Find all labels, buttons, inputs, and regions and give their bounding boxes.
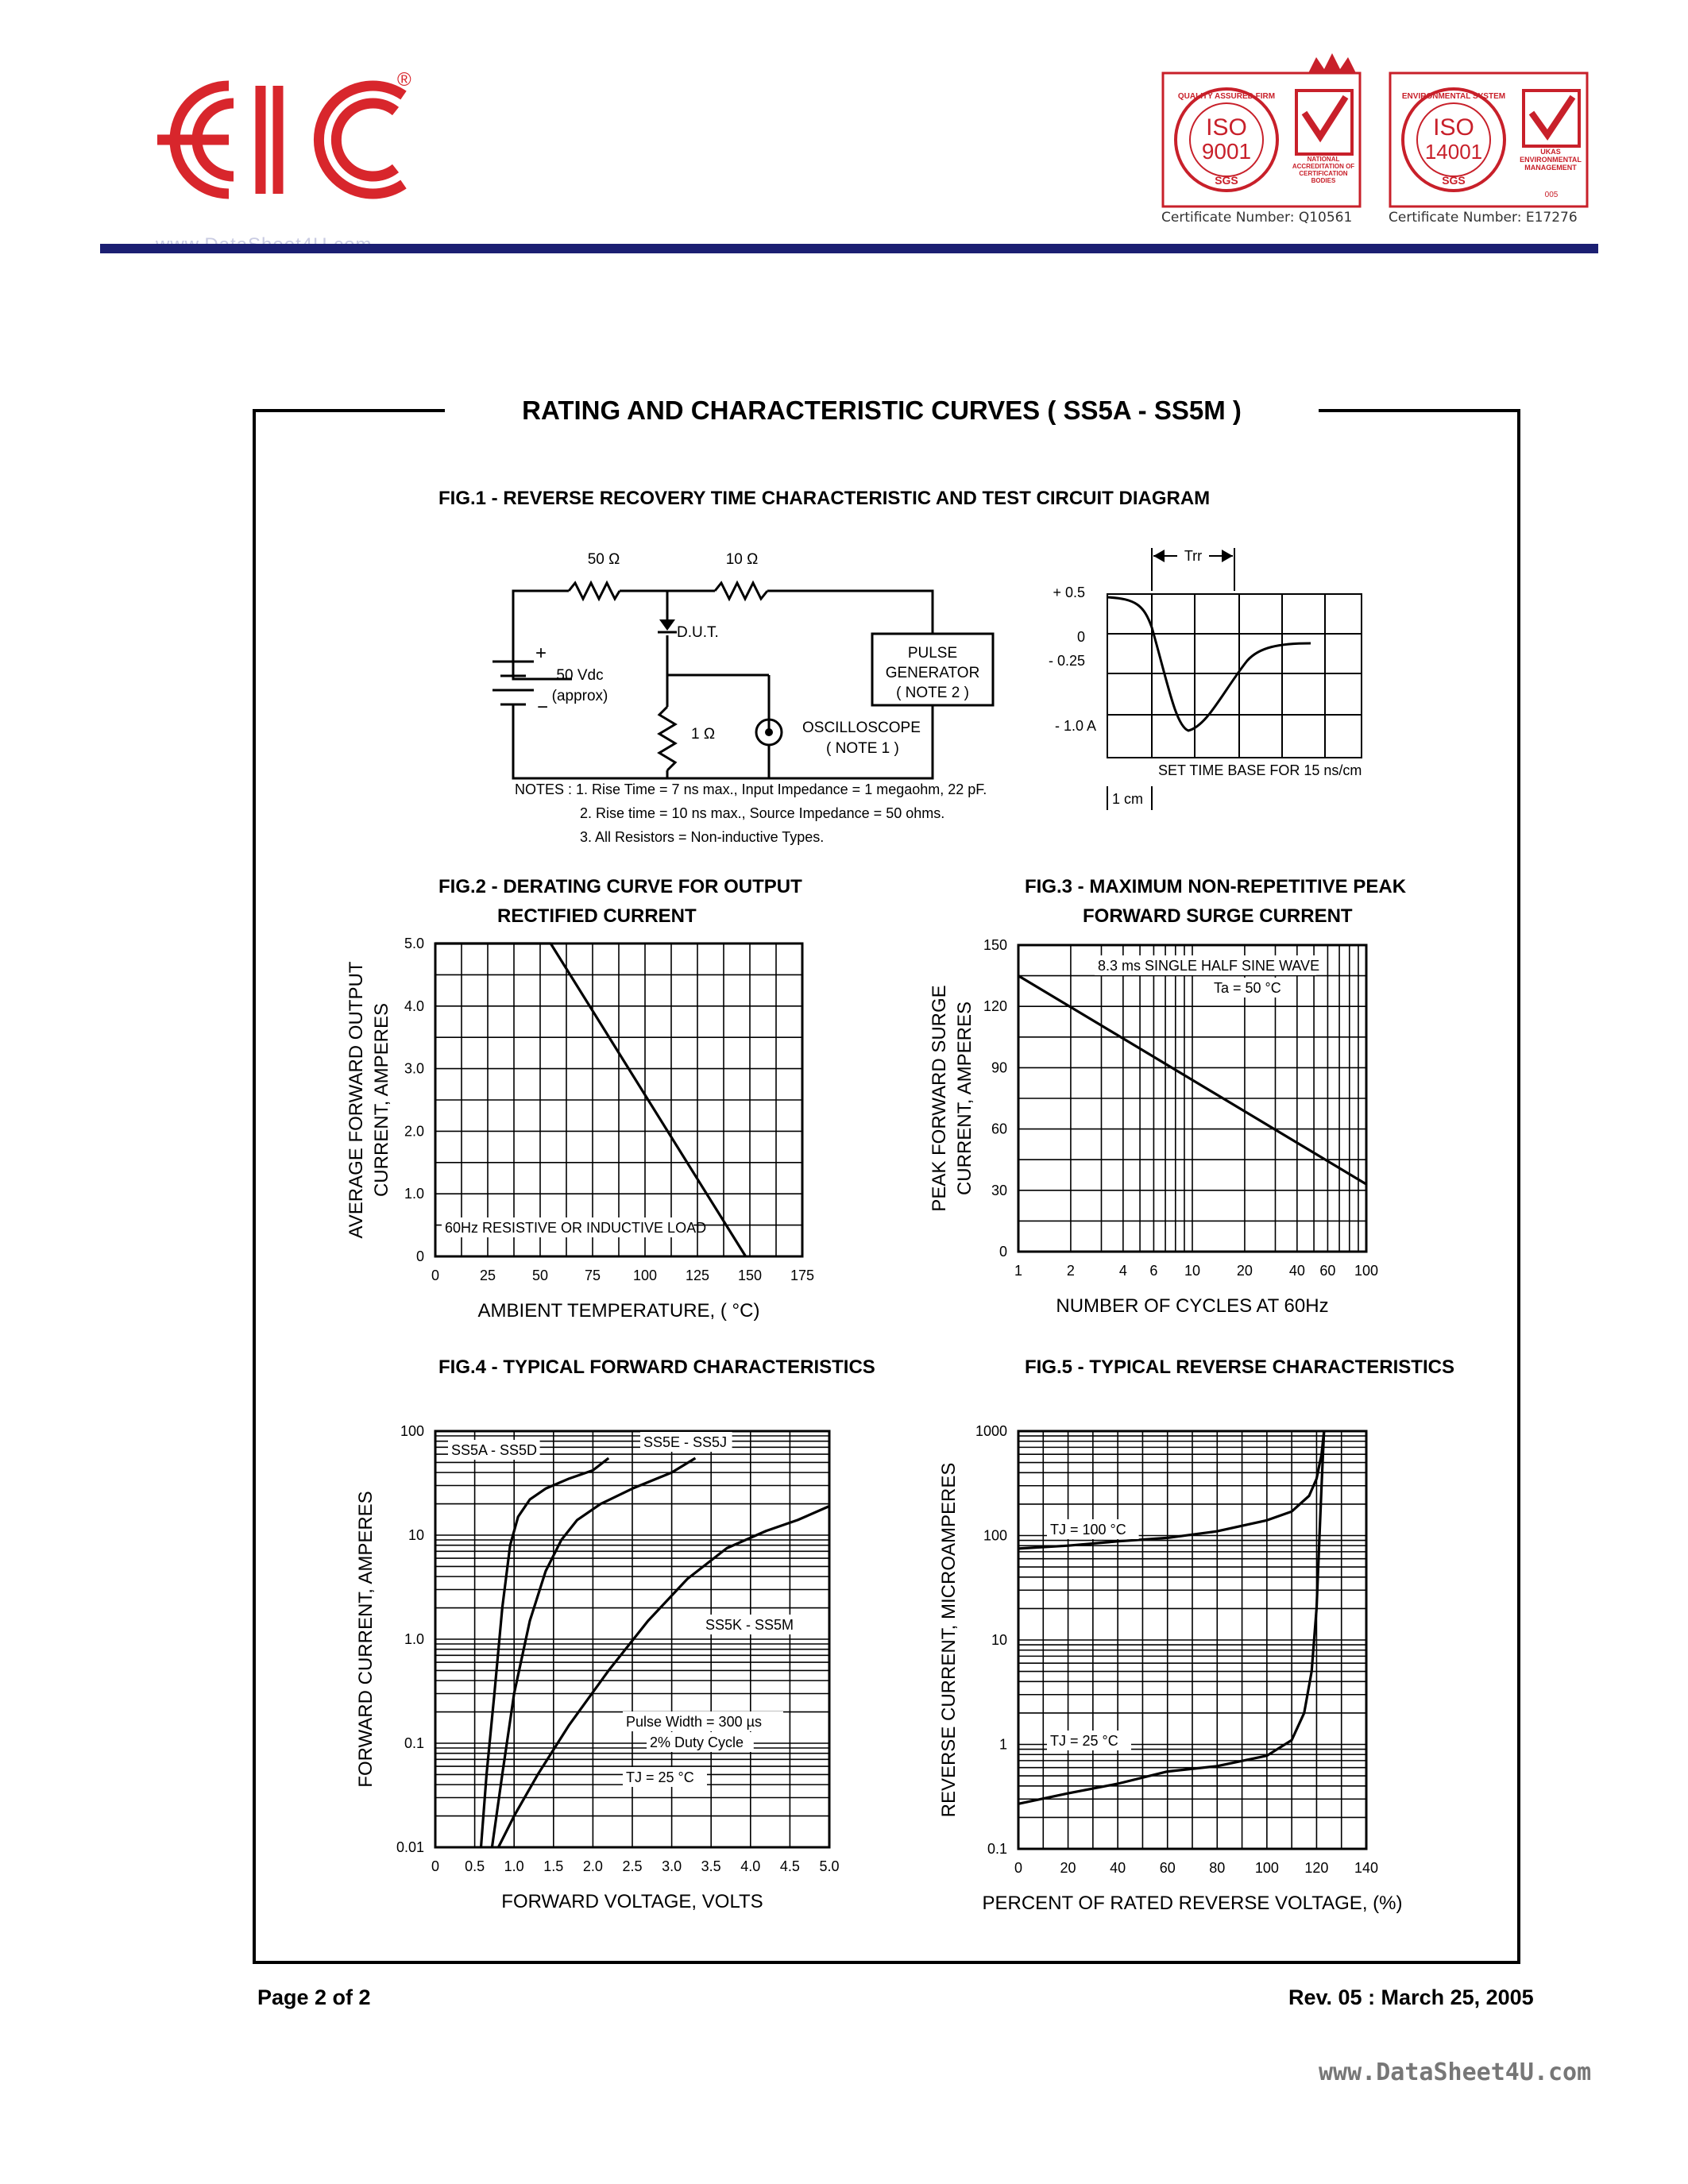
fig5-x-tick-label: 20 — [1060, 1860, 1076, 1876]
cert-number-1: Certificate Number: Q10561 — [1161, 210, 1353, 226]
fig4-curve-ss5e-ss5j — [492, 1458, 695, 1847]
iso-number: 14001 — [1424, 140, 1483, 164]
accreditation-code: 005 — [1544, 191, 1559, 199]
fig2-y-tick-label: 0 — [415, 1248, 424, 1264]
fig4-x-tick-label: 4.5 — [779, 1858, 800, 1874]
fig2-x-tick-label: 0 — [431, 1268, 440, 1283]
fig5-series-label-1: TJ = 100 °C — [1050, 1522, 1126, 1538]
fig3-y-tick-label: 90 — [991, 1059, 1007, 1076]
fig4-x-tick-label: 0.5 — [465, 1858, 485, 1874]
fig2-x-tick-label: 75 — [584, 1268, 601, 1283]
ring-text: QUALITY ASSURED FIRM — [1177, 92, 1276, 101]
iso-label: ISO — [1206, 114, 1247, 141]
fig5-y-tick-label: 1000 — [975, 1423, 1007, 1439]
iso-number: 9001 — [1201, 139, 1252, 164]
ring-text: ENVIRONMENTAL SYSTEM — [1401, 92, 1506, 101]
fig3-y-tick-label: 0 — [999, 1244, 1007, 1260]
fig4-y-tick-label: 1.0 — [404, 1631, 424, 1647]
pulse-gen-line2: GENERATOR — [885, 665, 980, 681]
fig3-x-tick-label: 6 — [1149, 1263, 1158, 1279]
fig5-x-tick-label: 100 — [1254, 1860, 1279, 1876]
fig4-series-label-3: SS5K - SS5M — [705, 1617, 794, 1633]
scope-label: OSCILLOSCOPE — [802, 720, 921, 736]
fig4-series-label-2: SS5E - SS5J — [643, 1434, 728, 1450]
fig3-x-tick-label: 100 — [1354, 1263, 1379, 1279]
fig3-y-axis-label: CURRENT, AMPERES — [954, 1001, 975, 1196]
fig4-x-tick-label: 1.5 — [543, 1858, 564, 1874]
notes-line3: 3. All Resistors = Non-inductive Types. — [580, 829, 825, 845]
fig4-title: FIG.4 - TYPICAL FORWARD CHARACTERISTICS — [438, 1356, 875, 1378]
fig2-y-axis-label: CURRENT, AMPERES — [371, 1002, 392, 1198]
sgs-label: SGS — [1215, 174, 1238, 187]
fig4-x-tick-label: 3.0 — [662, 1858, 682, 1874]
fig4-annotation-line1: Pulse Width = 300 µs — [626, 1714, 762, 1730]
fig4-x-tick-label: 4.0 — [740, 1858, 761, 1874]
battery-plus: + — [535, 642, 547, 664]
fig3-title-line2: FORWARD SURGE CURRENT — [1083, 905, 1353, 927]
fig4-x-tick-label: 1.0 — [504, 1858, 524, 1874]
fig5-y-axis-label: REVERSE CURRENT, MICROAMPERES — [938, 1462, 960, 1818]
fig3-x-tick-label: 4 — [1118, 1263, 1127, 1279]
fig4-x-tick-label: 0 — [431, 1858, 440, 1874]
fig4-y-axis-label: FORWARD CURRENT, AMPERES — [355, 1491, 377, 1788]
fig3-x-tick-label: 40 — [1288, 1263, 1305, 1279]
fig4-x-tick-label: 2.5 — [622, 1858, 643, 1874]
fig2-x-axis-label: AMBIENT TEMPERATURE, ( °C) — [477, 1300, 760, 1322]
timebase-label: SET TIME BASE FOR 15 ns/cm — [1158, 762, 1362, 778]
dut-label: D.U.T. — [677, 624, 719, 641]
fig2-y-tick-label: 1.0 — [404, 1186, 424, 1202]
fig4-y-tick-label: 10 — [408, 1527, 424, 1543]
fig3-x-tick-label: 1 — [1014, 1263, 1023, 1279]
fig4-y-tick-label: 100 — [400, 1423, 424, 1439]
fig3-annotation-line2: Ta = 50 °C — [1214, 980, 1281, 996]
fig4-series-label-1: SS5A - SS5D — [451, 1442, 538, 1458]
fig4-x-tick-label: 2.0 — [582, 1858, 603, 1874]
fig5-x-tick-label: 140 — [1354, 1860, 1379, 1876]
watermark-bottom: www.DataSheet4U.com — [1319, 2059, 1592, 2086]
revision-date: Rev. 05 : March 25, 2005 — [1288, 1985, 1534, 2009]
fig2-x-tick-label: 100 — [632, 1268, 658, 1283]
fig5-x-tick-label: 0 — [1014, 1860, 1023, 1876]
fig2-y-tick-label: 5.0 — [404, 936, 424, 951]
fig5-x-tick-label: 60 — [1159, 1860, 1176, 1876]
fig5-y-tick-label: 100 — [983, 1527, 1007, 1544]
fig3-x-axis-label: NUMBER OF CYCLES AT 60Hz — [1056, 1295, 1329, 1317]
fig2-y-axis-label: AVERAGE FORWARD OUTPUT — [346, 961, 367, 1239]
r1-label: 50 Ω — [587, 551, 620, 568]
fig5-title: FIG.5 - TYPICAL REVERSE CHARACTERISTICS — [1025, 1356, 1454, 1378]
fig5-x-tick-label: 80 — [1209, 1860, 1226, 1876]
accreditation-text: NATIONAL ACCREDITATION OF CERTIFICATION BODIES — [1292, 156, 1355, 184]
fig2-x-tick-label: 25 — [479, 1268, 496, 1283]
fig4-y-tick-label: 0.01 — [396, 1839, 424, 1855]
fig3-y-tick-label: 60 — [991, 1121, 1007, 1137]
fig2-annotation: 60Hz RESISTIVE OR INDUCTIVE LOAD — [445, 1220, 707, 1236]
fig2-title-line2: RECTIFIED CURRENT — [497, 905, 697, 927]
fig3-y-tick-label: 30 — [991, 1182, 1007, 1198]
fig2-y-tick-label: 3.0 — [404, 1060, 424, 1077]
fig3-y-axis-label: PEAK FORWARD SURGE — [929, 985, 950, 1212]
registered-mark: ® — [397, 69, 411, 91]
battery-minus: − — [537, 696, 549, 718]
trr-label: Trr — [1184, 548, 1203, 564]
page-title: RATING AND CHARACTERISTIC CURVES ( SS5A - SS5M ) — [445, 391, 1319, 430]
fig4-annotation-line2: 2% Duty Cycle — [650, 1734, 744, 1750]
sgs-label: SGS — [1442, 174, 1466, 187]
wave-y-label-4: - 1.0 A — [1054, 718, 1096, 734]
accreditation-text: UKAS ENVIRONMENTAL MANAGEMENT — [1520, 148, 1582, 172]
battery-sublabel: (approx) — [551, 688, 608, 704]
fig2-y-tick-label: 2.0 — [404, 1123, 424, 1140]
fig2-x-tick-label: 150 — [737, 1268, 763, 1283]
fig4-x-tick-label: 5.0 — [819, 1858, 840, 1874]
wave-y-label-1: + 0.5 — [1053, 585, 1085, 600]
cert-number-2: Certificate Number: E17276 — [1389, 210, 1578, 226]
fig3-y-tick-label: 150 — [983, 937, 1007, 953]
fig5-y-tick-label: 1 — [999, 1736, 1007, 1753]
r2-label: 10 Ω — [725, 551, 759, 568]
wave-y-label-3: - 0.25 — [1048, 653, 1085, 669]
pulse-gen-line1: PULSE — [907, 645, 958, 662]
battery-label: 50 Vdc — [556, 667, 604, 684]
fig5-x-tick-label: 120 — [1304, 1860, 1329, 1876]
page-number: Page 2 of 2 — [257, 1985, 371, 2009]
notes-line2: 2. Rise time = 10 ns max., Source Impedance = 50 ohms. — [580, 805, 945, 821]
r3-label: 1 Ω — [691, 726, 716, 743]
pulse-gen-line3: ( NOTE 2 ) — [896, 685, 969, 701]
fig3-annotation-line1: 8.3 ms SINGLE HALF SINE WAVE — [1098, 958, 1320, 974]
fig3-y-tick-label: 120 — [983, 998, 1007, 1015]
scope-note: ( NOTE 1 ) — [826, 740, 899, 757]
fig4-x-tick-label: 3.5 — [701, 1858, 721, 1874]
fig2-y-tick-label: 4.0 — [404, 997, 424, 1014]
fig5-series-label-2: TJ = 25 °C — [1050, 1733, 1118, 1749]
fig3-title-line1: FIG.3 - MAXIMUM NON-REPETITIVE PEAK — [1025, 876, 1407, 897]
iso-label: ISO — [1433, 114, 1474, 141]
fig4-annotation-line3: TJ = 25 °C — [626, 1769, 694, 1785]
fig3-x-tick-label: 2 — [1066, 1263, 1075, 1279]
fig5-x-axis-label: PERCENT OF RATED REVERSE VOLTAGE, (%) — [982, 1893, 1403, 1914]
fig2-title-line1: FIG.2 - DERATING CURVE FOR OUTPUT — [438, 876, 802, 897]
fig5-y-tick-label: 10 — [991, 1632, 1007, 1648]
fig3-x-tick-label: 60 — [1319, 1263, 1336, 1279]
fig2-x-tick-label: 125 — [685, 1268, 710, 1283]
fig2-x-tick-label: 50 — [531, 1268, 549, 1283]
fig1-title: FIG.1 - REVERSE RECOVERY TIME CHARACTERISTIC AND TEST CIRCUIT DIAGRAM — [438, 488, 1211, 509]
fig2-x-tick-label: 175 — [790, 1268, 815, 1283]
fig5-y-tick-label: 0.1 — [987, 1841, 1007, 1857]
fig3-x-tick-label: 20 — [1236, 1263, 1253, 1279]
fig4-y-tick-label: 0.1 — [404, 1735, 424, 1751]
fig4-x-axis-label: FORWARD VOLTAGE, VOLTS — [501, 1891, 763, 1912]
wave-y-label-2: 0 — [1076, 629, 1085, 645]
fig4-curve-ss5k-ss5m — [498, 1507, 829, 1848]
fig3-x-tick-label: 10 — [1184, 1263, 1201, 1279]
fig5-x-tick-label: 40 — [1110, 1860, 1126, 1876]
scale-label: 1 cm — [1112, 791, 1144, 807]
notes-line1: NOTES : 1. Rise Time = 7 ns max., Input Impedance = 1 megaohm, 22 pF. — [515, 781, 987, 797]
